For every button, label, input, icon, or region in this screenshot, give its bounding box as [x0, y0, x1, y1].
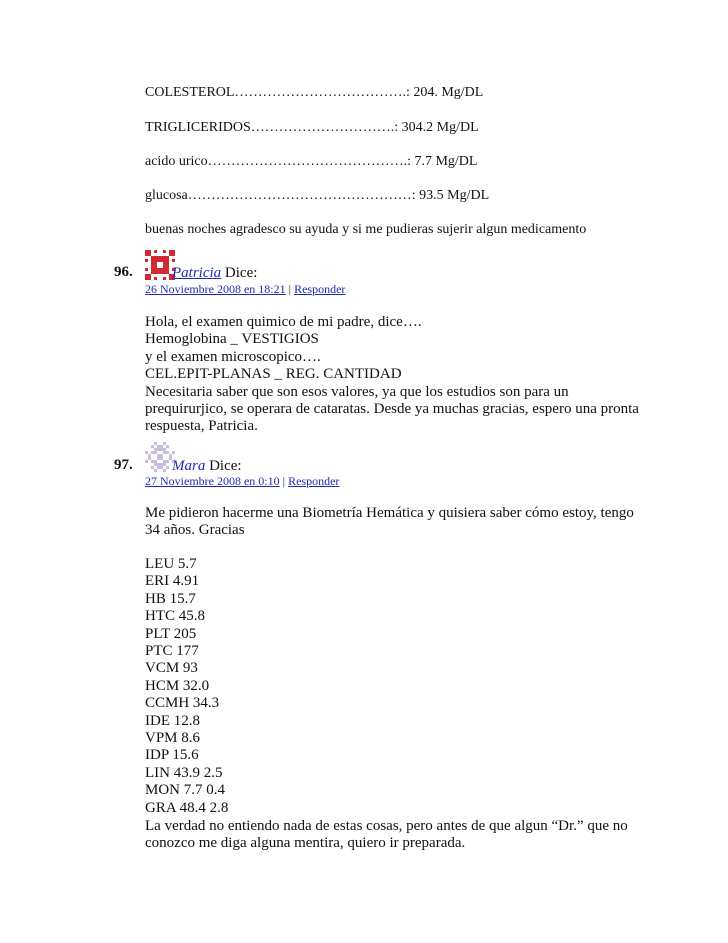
comment-author-line [172, 264, 257, 282]
lab-value: HCM 32.0 [145, 677, 210, 694]
lab-value: PLT 205 [145, 625, 197, 642]
avatar-identicon[interactable] [145, 442, 175, 472]
comment-body [145, 314, 639, 436]
meta-separator: | [282, 474, 286, 488]
lab-value: HTC 45.8 [145, 608, 205, 625]
lab-value: VPM 8.6 [145, 730, 201, 747]
comment-meta [145, 282, 345, 296]
comment-date-link[interactable]: 27 Noviembre 2008 en 0:10 [145, 474, 280, 488]
comment-line: prequirurjico, se operara de cataratas. Desde ya muchas gracias, espero una pronta [145, 401, 639, 418]
avatar-identicon[interactable] [145, 250, 175, 280]
comment-line: Me pidieron hacerme una Biometría Hemática y quisiera saber cómo estoy, tengo [145, 505, 634, 521]
comment-dice-label: Dice: [224, 265, 258, 281]
lab-line-glucosa: glucosa…………………………………………: 93.5 Mg/DL [145, 188, 490, 203]
comment-author-link[interactable]: Patricia [172, 265, 222, 281]
comment-line: Hemoglobina _ VESTIGIOS [145, 331, 319, 348]
comment-date-link[interactable]: 26 Noviembre 2008 en 18:21 [145, 282, 286, 296]
comment-number: 97. [114, 457, 133, 473]
comment-line: CEL.EPIT-PLANAS _ REG. CANTIDAD [145, 366, 402, 383]
comment-line: Hola, el examen quimico de mi padre, dice…. [145, 314, 422, 330]
lab-value: ERI 4.91 [145, 573, 200, 590]
comment-line: La verdad no entiendo nada de estas cosas, pero antes de que algun “Dr.” que no [145, 818, 628, 834]
lab-value: HB 15.7 [145, 590, 196, 607]
comment-dice-label: Dice: [209, 458, 242, 474]
reply-link[interactable]: Responder [288, 474, 340, 488]
comment-number: 96. [114, 264, 133, 280]
lab-value: IDP 15.6 [145, 747, 199, 764]
lab-value: CCMH 34.3 [145, 695, 220, 712]
comment-line: 34 años. Gracias [145, 522, 245, 539]
lab-line-colesterol: COLESTEROL……………………………….: 204. Mg/DL [145, 85, 484, 100]
lab-line-acido-urico: acido urico…………………………………….: 7.7 Mg/DL [145, 154, 478, 169]
lab-value: IDE 12.8 [145, 712, 200, 729]
lab-value: GRA 48.4 2.8 [145, 799, 229, 816]
lab-value: LEU 5.7 [145, 556, 197, 572]
comment-author-line [172, 457, 242, 475]
lab-value: VCM 93 [145, 660, 198, 677]
comment-author-name: Mara [172, 458, 206, 474]
comment-body [145, 505, 634, 540]
lab-value: MON 7.7 0.4 [145, 782, 226, 799]
lab-value: PTC 177 [145, 643, 199, 660]
comment-line: conozco me diga alguna mentira, quiero ir preparada. [145, 835, 466, 852]
reply-link[interactable]: Responder [294, 282, 346, 296]
lab-values-list [145, 556, 228, 817]
comment-line: respuesta, Patricia. [145, 418, 258, 435]
lab-value: LIN 43.9 2.5 [145, 764, 223, 781]
lab-line-trigliceridos: TRIGLICERIDOS………………………….: 304.2 Mg/DL [145, 120, 479, 135]
lab-line-request: buenas noches agradesco su ayuda y si me pudieras sujerir algun medicamento [145, 222, 587, 237]
comment-line: y el examen microscopico…. [145, 348, 321, 365]
meta-separator: | [288, 282, 292, 296]
comment-meta [145, 474, 339, 488]
comment-line: Necesitaria saber que son esos valores, ya que los estudios son para un [145, 383, 569, 400]
comment-body [145, 818, 628, 853]
